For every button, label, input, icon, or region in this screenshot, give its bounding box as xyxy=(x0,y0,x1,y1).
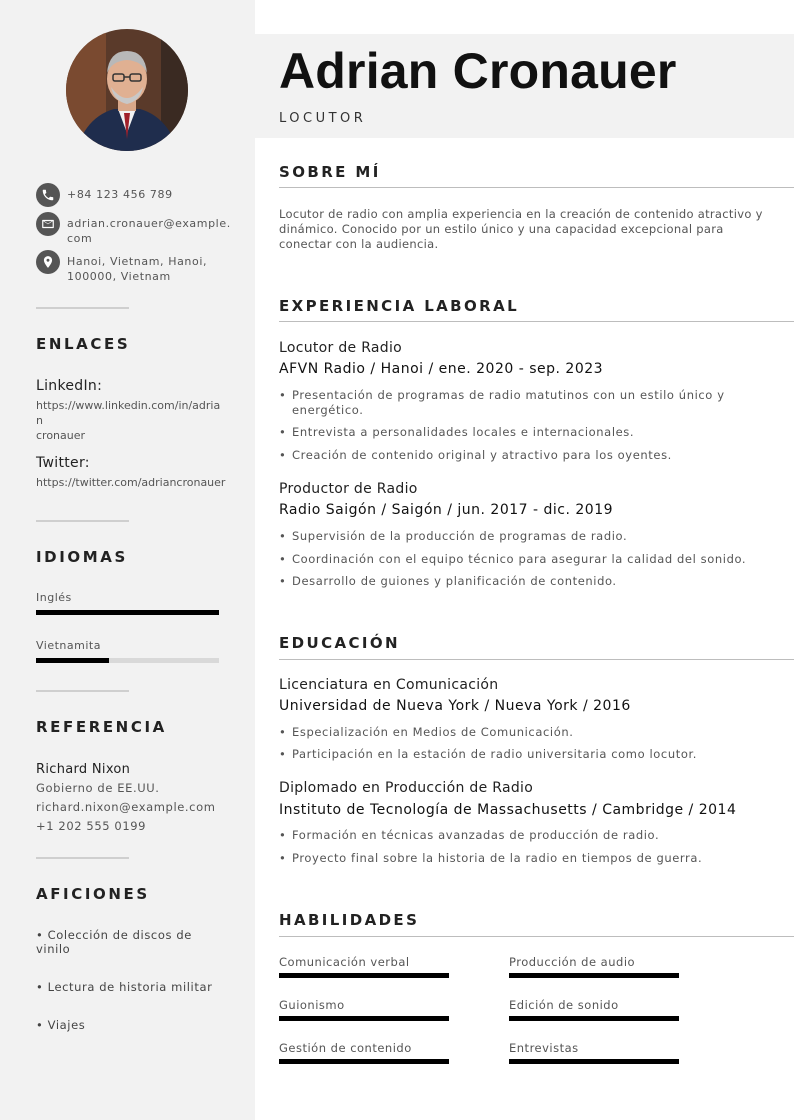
degree-org: Universidad de Nueva York / Nueva York / 2016 xyxy=(279,698,631,714)
languages-heading: IDIOMAS xyxy=(36,548,128,566)
degree-title: Licenciatura en Comunicación xyxy=(279,677,499,693)
experience-heading: EXPERIENCIA LABORAL xyxy=(279,297,520,315)
linkedin-url-line-2: cronauer xyxy=(36,429,86,442)
section-rule xyxy=(279,659,794,660)
degree-title: Diplomado en Producción de Radio xyxy=(279,780,534,796)
skill-name: Comunicación verbal xyxy=(279,955,410,969)
reference-phone[interactable]: +1 202 555 0199 xyxy=(36,819,147,833)
degree-bullet: • Especialización en Medios de Comunicación. xyxy=(279,725,749,740)
section-rule xyxy=(279,936,794,937)
degree-bullet: • Proyecto final sobre la historia de la radio en tiempos de guerra. xyxy=(279,851,749,866)
skill-level-fill xyxy=(279,1059,449,1064)
skill-name: Entrevistas xyxy=(509,1041,579,1055)
language-level-fill xyxy=(36,658,109,663)
skill-level-fill xyxy=(279,1016,449,1021)
skill-level-bar xyxy=(279,1059,449,1064)
skill-name: Producción de audio xyxy=(509,955,636,969)
skill-level-fill xyxy=(279,973,449,978)
job-bullet: • Entrevista a personalidades locales e internacionales. xyxy=(279,425,749,440)
job-bullet: • Coordinación con el equipo técnico para asegurar la calidad del sonido. xyxy=(279,552,749,567)
language-level-fill xyxy=(36,610,219,615)
email-line-1: adrian.cronauer@example. xyxy=(67,217,231,230)
divider xyxy=(36,520,129,522)
reference-email[interactable]: richard.nixon@example.com xyxy=(36,800,216,814)
skill-level-fill xyxy=(509,1059,679,1064)
education-heading: EDUCACIÓN xyxy=(279,634,400,652)
skills-heading: HABILIDADES xyxy=(279,911,420,929)
address-text xyxy=(67,250,222,284)
degree-bullet: • Formación en técnicas avanzadas de producción de radio. xyxy=(279,828,749,843)
main-content xyxy=(255,0,794,1120)
job-bullet: • Supervisión de la producción de programas de radio. xyxy=(279,529,749,544)
degree-bullet: • Participación en la estación de radio universitaria como locutor. xyxy=(279,747,749,762)
twitter-link[interactable]: https://twitter.com/adriancronauer xyxy=(36,476,226,489)
language-name: Vietnamita xyxy=(36,639,101,652)
address-line-2: 100000, Vietnam xyxy=(67,270,171,283)
hobbies-heading: AFICIONES xyxy=(36,885,150,903)
hobby-item: • Lectura de historia militar xyxy=(36,980,213,994)
job-role: Productor de Radio xyxy=(279,481,418,497)
skill-level-fill xyxy=(509,973,679,978)
reference-org: Gobierno de EE.UU. xyxy=(36,781,160,795)
skill-level-bar xyxy=(279,973,449,978)
job-bullet: • Desarrollo de guiones y planificación de contenido. xyxy=(279,574,749,589)
hobby-item: • Viajes xyxy=(36,1018,86,1032)
linkedin-label: LinkedIn: xyxy=(36,378,103,394)
linkedin-link[interactable] xyxy=(36,398,226,443)
about-heading: SOBRE MÍ xyxy=(279,163,381,181)
section-rule xyxy=(279,187,794,188)
hobby-item: • Colección de discos de vinilo xyxy=(36,928,192,956)
reference-name: Richard Nixon xyxy=(36,762,131,777)
contact-address xyxy=(36,250,222,284)
skill-level-bar xyxy=(279,1016,449,1021)
portrait-image xyxy=(66,29,188,151)
language-level-bar xyxy=(36,610,219,615)
location-icon xyxy=(36,250,60,274)
divider xyxy=(36,857,129,859)
section-rule xyxy=(279,321,794,322)
profile-photo xyxy=(66,29,188,151)
skill-name: Guionismo xyxy=(279,998,345,1012)
email-icon xyxy=(36,212,60,236)
skill-level-fill xyxy=(509,1016,679,1021)
skill-level-bar xyxy=(509,1059,679,1064)
contact-phone xyxy=(36,183,222,207)
divider xyxy=(36,307,129,309)
candidate-name: Adrian Cronauer xyxy=(279,43,677,99)
skill-name: Gestión de contenido xyxy=(279,1041,412,1055)
degree-org: Instituto de Tecnología de Massachusetts / Cambridge / 2014 xyxy=(279,802,737,818)
links-heading: ENLACES xyxy=(36,335,131,353)
sidebar xyxy=(0,0,255,1120)
about-text: Locutor de radio con amplia experiencia en la creación de contenido atractivo y dinámico. Conocido por un estilo único y una capacidad excepcional para conectar con la audiencia. xyxy=(279,207,763,251)
language-name: Inglés xyxy=(36,591,72,604)
job-bullet: • Presentación de programas de radio matutinos con un estilo único y energético. xyxy=(279,388,749,418)
contact-email xyxy=(36,212,231,246)
job-bullet: • Creación de contenido original y atractivo para los oyentes. xyxy=(279,448,749,463)
skill-level-bar xyxy=(509,1016,679,1021)
reference-heading: REFERENCIA xyxy=(36,718,167,736)
job-org: AFVN Radio / Hanoi / ene. 2020 - sep. 2023 xyxy=(279,361,604,377)
candidate-title: LOCUTOR xyxy=(279,111,367,126)
email-text[interactable] xyxy=(67,212,231,246)
language-level-bar xyxy=(36,658,219,663)
linkedin-url-line-1: https://www.linkedin.com/in/adrian xyxy=(36,399,221,427)
address-line-1: Hanoi, Vietnam, Hanoi, xyxy=(67,255,208,268)
job-role: Locutor de Radio xyxy=(279,340,403,356)
twitter-label: Twitter: xyxy=(36,455,90,471)
phone-text[interactable]: +84 123 456 789 xyxy=(67,188,173,201)
email-line-2: com xyxy=(67,232,93,245)
phone-icon xyxy=(36,183,60,207)
job-org: Radio Saigón / Saigón / jun. 2017 - dic. 2019 xyxy=(279,502,614,518)
skill-name: Edición de sonido xyxy=(509,998,619,1012)
skill-level-bar xyxy=(509,973,679,978)
divider xyxy=(36,690,129,692)
